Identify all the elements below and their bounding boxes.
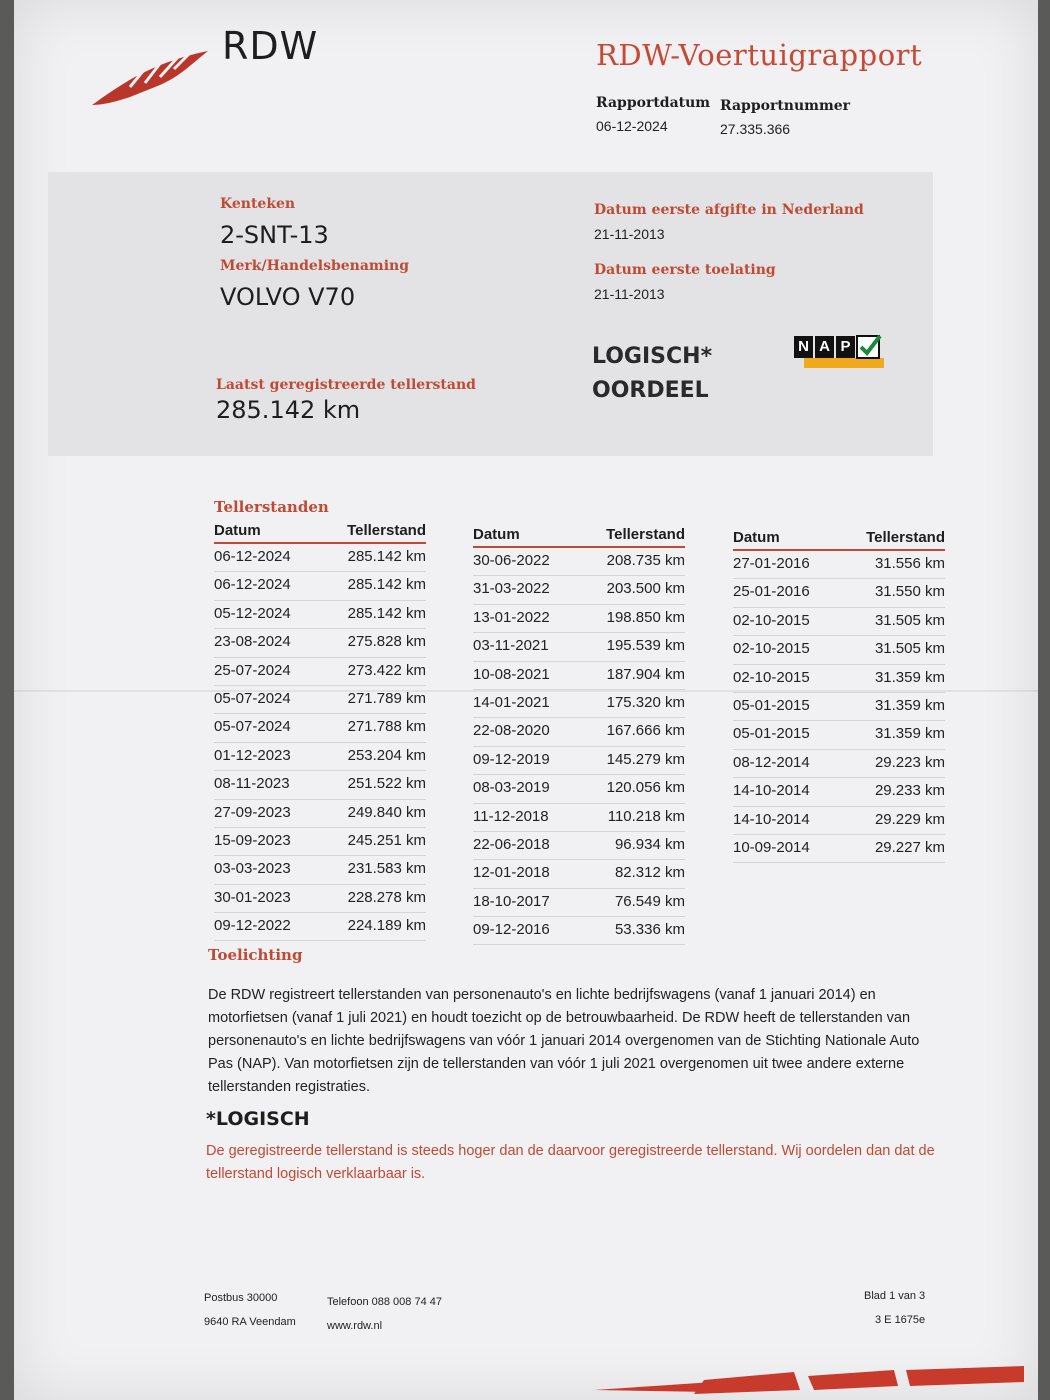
explanation-text: De RDW registreert tellerstanden van personenauto's en lichte bedrijfswagens (vanaf 1 januari 2014) en motorfietsen (vanaf 1 juli 2021) en houdt toezicht op de betrouwbaarheid. De RDW heeft de tellerstanden van personenauto's en lichte bedrijfswagens van vóór 1 januari 2014 overgenomen van de Stichting Nationale Auto Pas (NAP). Van motorfietsen zijn de tellerstanden van vóór 1 juli 2021 overgenomen uit twee andere externe tellerstanden registraties. <box>208 987 920 1095</box>
table-row <box>214 572 426 600</box>
header-date: Datum <box>473 526 520 543</box>
reading-value: 275.828 km <box>347 633 426 651</box>
table-row <box>214 800 426 828</box>
table-row <box>214 629 426 657</box>
reading-value: 285.142 km <box>347 604 426 622</box>
table-row <box>473 633 685 661</box>
reading-value: 31.505 km <box>874 640 945 658</box>
reading-date: 18-10-2017 <box>473 892 550 910</box>
reading-value: 167.666 km <box>606 722 685 740</box>
reading-value: 271.789 km <box>347 689 426 707</box>
reading-date: 09-12-2016 <box>473 921 550 939</box>
table-row <box>473 690 685 718</box>
reading-date: 15-09-2023 <box>214 831 291 849</box>
reading-date: 27-09-2023 <box>214 803 291 821</box>
reading-value: 29.233 km <box>874 782 945 800</box>
explanation-title: Toelichting <box>208 946 303 964</box>
table-row <box>733 551 945 579</box>
reading-value: 110.218 km <box>607 807 685 825</box>
header-reading: Tellerstand <box>866 529 945 546</box>
report-number-block <box>720 98 850 137</box>
reading-date: 10-09-2014 <box>733 838 810 856</box>
reading-date: 05-07-2024 <box>214 689 291 707</box>
reading-value: 31.505 km <box>874 611 945 629</box>
table-row <box>473 775 685 803</box>
table-row <box>733 693 945 721</box>
reading-date: 23-08-2024 <box>214 633 291 651</box>
reading-date: 14-10-2014 <box>733 782 810 800</box>
reading-value: 145.279 km <box>606 750 685 768</box>
nap-badge <box>794 336 886 372</box>
nap-letter-n: N <box>794 336 813 358</box>
first-issue-value: 21-11-2013 <box>594 226 665 242</box>
table-row <box>214 658 426 686</box>
first-admission-value: 21-11-2013 <box>594 286 665 302</box>
reading-date: 14-01-2021 <box>473 693 550 711</box>
reading-value: 253.204 km <box>347 746 426 764</box>
nap-letter-a: A <box>815 336 834 358</box>
readings-title: Tellerstanden <box>214 498 329 516</box>
table-row <box>733 579 945 607</box>
header-reading: Tellerstand <box>347 522 426 539</box>
reading-value: 53.336 km <box>614 921 685 939</box>
reading-value: 31.556 km <box>874 555 945 572</box>
reading-date: 03-03-2023 <box>214 860 291 878</box>
table-row <box>473 917 685 945</box>
reading-value: 273.422 km <box>347 661 426 679</box>
reading-date: 10-08-2021 <box>473 665 550 683</box>
reading-value: 31.550 km <box>874 583 945 601</box>
logisch-text: De geregistreerde tellerstand is steeds hoger dan de daarvoor geregistreerde tellerstand. Wij oordelen dan dat de tellerstand logisch verklaarbaar is. <box>206 1143 935 1182</box>
plate-label: Kenteken <box>220 196 296 212</box>
reading-date: 30-01-2023 <box>214 888 291 906</box>
reading-value: 228.278 km <box>347 888 426 906</box>
header-reading: Tellerstand <box>606 526 685 543</box>
table-row <box>473 832 685 860</box>
footer-phone: Telefoon 088 008 74 47 <box>327 1296 442 1308</box>
report-date-value: 06-12-2024 <box>596 118 668 134</box>
footer-address-line2: 9640 RA Veendam <box>204 1316 296 1328</box>
checkmark-icon <box>856 332 882 360</box>
table-row <box>733 807 945 835</box>
report-title: RDW-Voertuigrapport <box>596 38 923 72</box>
reading-date: 06-12-2024 <box>214 576 291 594</box>
reading-value: 31.359 km <box>874 668 945 686</box>
reading-value: 271.788 km <box>347 718 426 736</box>
reading-date: 05-01-2015 <box>733 725 810 743</box>
reading-date: 30-06-2022 <box>473 552 550 569</box>
reading-date: 25-01-2016 <box>733 583 810 601</box>
footer-page-info <box>864 1284 925 1332</box>
table-row <box>473 718 685 746</box>
reading-value: 231.583 km <box>347 860 426 878</box>
footer-address <box>204 1286 296 1334</box>
reading-date: 09-12-2022 <box>214 917 291 935</box>
footer-address-line1: Postbus 30000 <box>204 1292 278 1304</box>
last-reading-label: Laatst geregistreerde tellerstand <box>216 377 476 393</box>
reading-date: 31-03-2022 <box>473 580 550 598</box>
reading-date: 02-10-2015 <box>733 668 810 686</box>
reading-value: 187.904 km <box>606 665 685 683</box>
last-reading-value: 285.142 km <box>216 396 361 424</box>
reading-date: 08-11-2023 <box>214 775 290 793</box>
table-row <box>733 665 945 693</box>
table-row <box>473 804 685 832</box>
reading-date: 02-10-2015 <box>733 611 810 629</box>
reading-date: 03-11-2021 <box>473 637 549 655</box>
reading-value: 203.500 km <box>606 580 685 598</box>
table-row <box>214 686 426 714</box>
reading-date: 22-08-2020 <box>473 722 550 740</box>
reading-value: 120.056 km <box>606 779 685 797</box>
reading-date: 27-01-2016 <box>733 555 810 572</box>
reading-date: 09-12-2019 <box>473 750 550 768</box>
document-page <box>14 0 1038 1400</box>
reading-date: 06-12-2024 <box>214 548 291 565</box>
header-date: Datum <box>214 522 261 539</box>
table-row <box>473 576 685 604</box>
report-number-label: Rapportnummer <box>720 98 851 114</box>
first-issue-label: Datum eerste afgifte in Nederland <box>594 202 864 218</box>
first-admission-label: Datum eerste toelating <box>594 262 776 278</box>
report-date-block <box>596 95 710 134</box>
reading-value: 285.142 km <box>347 548 426 565</box>
table-row <box>733 750 945 778</box>
table-row <box>473 662 685 690</box>
readings-column <box>473 526 685 945</box>
reading-value: 249.840 km <box>347 803 426 821</box>
reading-value: 96.934 km <box>614 835 685 853</box>
footer-page: Blad 1 van 3 <box>864 1290 926 1302</box>
reading-date: 11-12-2018 <box>473 807 549 825</box>
readings-header <box>733 529 945 551</box>
reading-value: 29.227 km <box>874 838 945 856</box>
header-date: Datum <box>733 529 780 546</box>
table-row <box>214 913 426 941</box>
table-row <box>214 828 426 856</box>
table-row <box>214 743 426 771</box>
table-row <box>473 860 685 888</box>
readings-column <box>733 529 945 863</box>
report-date-label: Rapportdatum <box>596 95 711 111</box>
reading-value: 224.189 km <box>347 917 426 935</box>
footer-web: www.rdw.nl <box>327 1320 383 1332</box>
reading-date: 08-12-2014 <box>733 753 810 771</box>
reading-date: 05-01-2015 <box>733 696 810 714</box>
reading-date: 05-07-2024 <box>214 718 291 736</box>
reading-date: 22-06-2018 <box>473 835 550 853</box>
rdw-stripe-graphic <box>594 1362 1034 1396</box>
reading-value: 195.539 km <box>606 637 685 655</box>
table-row <box>214 856 426 884</box>
reading-value: 208.735 km <box>606 552 685 569</box>
table-row <box>214 601 426 629</box>
reading-date: 25-07-2024 <box>214 661 291 679</box>
table-row <box>733 835 945 863</box>
logisch-title: *LOGISCH <box>206 1108 310 1130</box>
table-row <box>214 885 426 913</box>
reading-value: 251.522 km <box>347 775 426 793</box>
nap-letter-p: P <box>836 336 855 358</box>
reading-value: 29.229 km <box>874 810 945 828</box>
table-row <box>473 605 685 633</box>
reading-value: 245.251 km <box>347 831 426 849</box>
rdw-logo-icon <box>90 45 210 115</box>
table-row <box>473 889 685 917</box>
table-row <box>473 747 685 775</box>
reading-value: 198.850 km <box>606 608 685 626</box>
reading-value: 31.359 km <box>874 725 945 743</box>
table-row <box>214 544 426 572</box>
table-row <box>733 608 945 636</box>
make-value: VOLVO V70 <box>220 283 356 311</box>
report-number-value: 27.335.366 <box>720 121 791 137</box>
readings-header <box>473 526 685 548</box>
reading-date: 13-01-2022 <box>473 608 550 626</box>
reading-date: 01-12-2023 <box>214 746 291 764</box>
reading-date: 14-10-2014 <box>733 810 810 828</box>
brand-name: RDW <box>222 24 319 68</box>
reading-value: 76.549 km <box>614 892 685 910</box>
table-row <box>733 721 945 749</box>
footer-contact <box>327 1290 442 1338</box>
readings-column <box>214 522 426 941</box>
reading-date: 08-03-2019 <box>473 779 550 797</box>
plate-value: 2-SNT-13 <box>220 221 329 249</box>
footer-code: 3 E 1675e <box>875 1314 926 1326</box>
reading-date: 05-12-2024 <box>214 604 291 622</box>
reading-value: 29.223 km <box>874 753 945 771</box>
reading-date: 02-10-2015 <box>733 640 810 658</box>
verdict-line2: OORDEEL <box>592 378 709 403</box>
make-label: Merk/Handelsbenaming <box>220 258 410 274</box>
reading-value: 285.142 km <box>347 576 426 594</box>
table-row <box>733 636 945 664</box>
table-row <box>214 714 426 742</box>
readings-header <box>214 522 426 544</box>
verdict-line1: LOGISCH* <box>592 344 713 369</box>
reading-value: 175.320 km <box>606 693 685 711</box>
table-row <box>214 771 426 799</box>
table-row <box>473 548 685 576</box>
reading-value: 82.312 km <box>614 864 685 882</box>
table-row <box>733 778 945 806</box>
verdict <box>592 340 712 408</box>
reading-value: 31.359 km <box>874 696 945 714</box>
reading-date: 12-01-2018 <box>473 864 550 882</box>
